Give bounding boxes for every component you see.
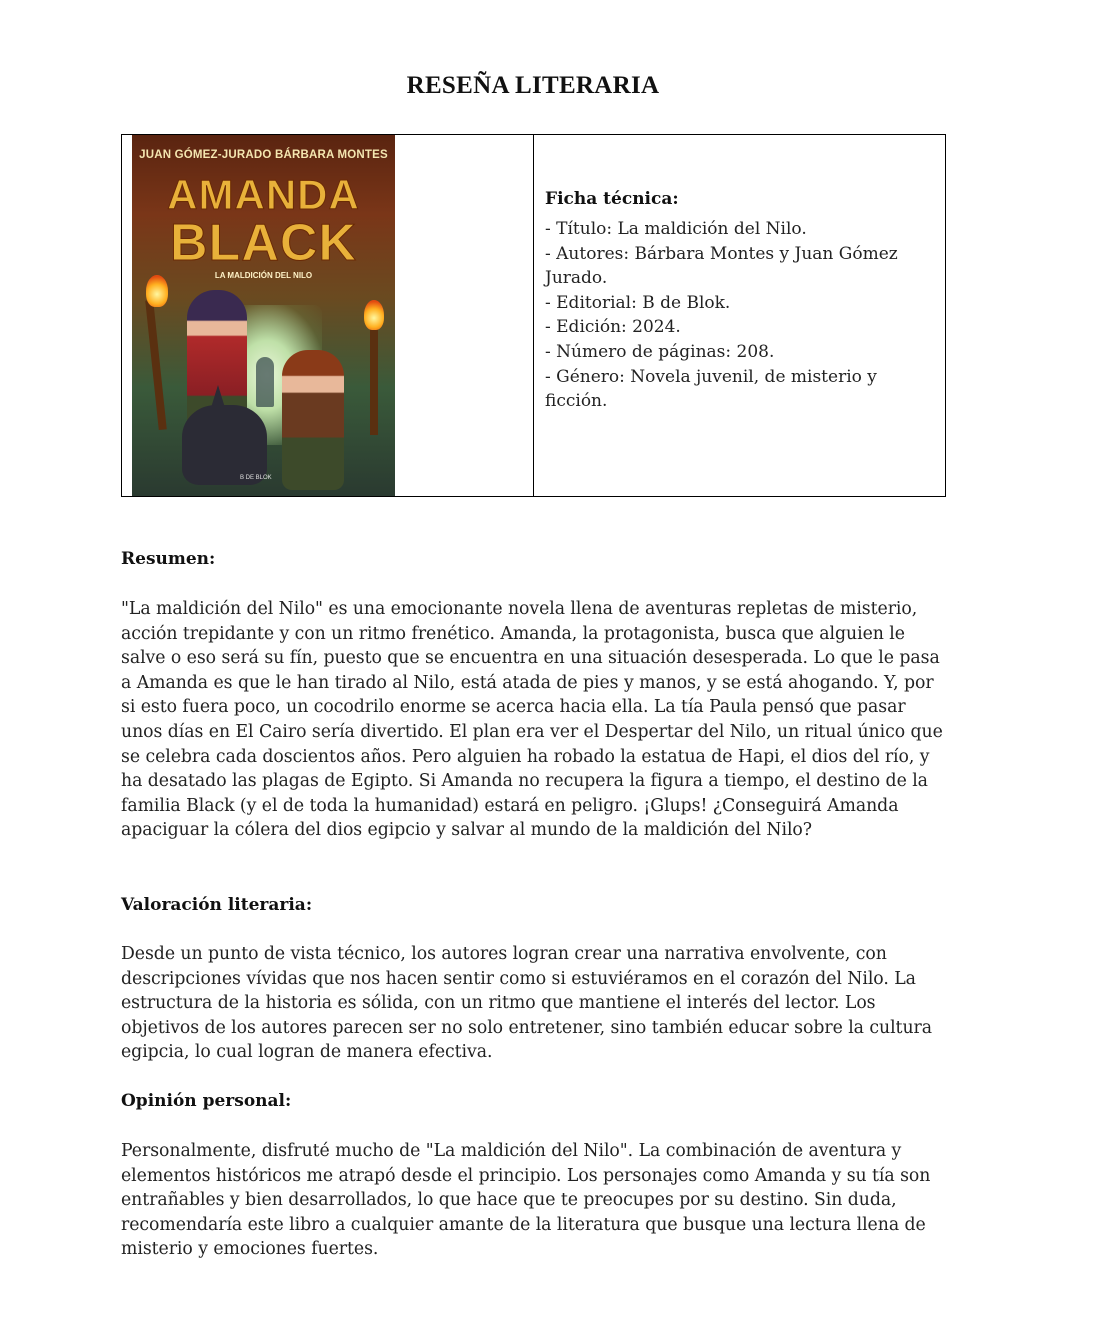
ficha-item-editorial: - Editorial: B de Blok. [545,292,731,313]
valoracion-heading: Valoración literaria: [121,895,313,915]
book-cover-image [132,135,395,496]
resumen-text: "La maldición del Nilo" es una emocionante novela llena de aventuras repletas de misterio, acción trepidante y con un ritmo frenético. Amanda, la protagonista, busca que alguien le salve o eso será su fín, puesto que se encuentra en una situación desesperada. Lo que le pasa a Amanda es que le han tirado al Nilo, está atada de pies y manos, y se está ahogando. Y, por si esto fuera poco, un cocodrilo enorme se acerca hacia ella. La tía Paula pensó que pasar unos días en El Cairo sería divertido. El plan era ver el Despertar del Nilo, un ritual único que se celebra cada doscientos años. Pero alguien ha robado la estatua de Hapi, el dios del río, y ha desatado las plagas de Egipto. Si Amanda no recupera la figura a tiempo, el destino de la familia Black (y el de toda la humanidad) estará en peligro. ¡Glups! ¿Conseguirá Amanda apaciguar la cólera del dios egipcio y salvar al mundo de la maldición del Nilo? [121,599,943,841]
ficha-cell [534,135,945,496]
cover-subtitle: LA MALDICIÓN DEL NILO [214,271,313,280]
cover-boy-figure [282,350,344,490]
cover-title-line1: AMANDA [167,171,360,218]
ficha-item-paginas: - Número de páginas: 208. [545,341,775,362]
ficha-item-edicion: - Edición: 2024. [545,317,681,338]
cover-torch-right [370,325,378,435]
ficha-item-titulo: - Título: La maldición del Nilo. [545,219,807,239]
ficha-item-autores: - Autores: Bárbara Montes y Juan Gómez Jurado. [545,243,898,289]
valoracion-text: Desde un punto de vista técnico, los autores logran crear una narrativa envolvente, con descripciones vívidas que nos hacen sentir como si estuviéramos en el corazón del Nilo. La estructura de la historia es sólida, con un ritmo que mantiene el interés del lector. Los objetivos de los autores parecen ser no solo entretener, sino también educar sobre la cultura egipcia, lo cual logran de manera efectiva. [121,944,932,1063]
cover-cell [122,135,534,496]
cover-torch-left [145,300,167,430]
ficha-heading: Ficha técnica: [545,189,679,209]
ficha-list [545,217,940,414]
ficha-item-genero: - Género: Novela juvenil, de misterio y ficción. [545,366,877,412]
opinion-text: Personalmente, disfruté mucho de "La maldición del Nilo". La combinación de aventura y elementos históricos me atrapó desde el principio. Los personajes como Amanda y su tía son entrañables y bien desarrollados, lo que hace que te preocupes por su destino. Sin duda, recomendaría este libro a cualquier amante de la literatura que busque una lectura llena de misterio y emociones fuertes. [121,1141,931,1260]
cover-authors: JUAN GÓMEZ-JURADO BÁRBARA MONTES [139,149,388,161]
page-title: RESEÑA LITERARIA [406,72,660,99]
resumen-heading: Resumen: [121,549,216,569]
book-info-table [121,134,946,497]
cover-flame-right [364,300,384,330]
cover-title-line2: BLACK [170,214,357,272]
cover-publisher-mark: B DE BLOK [240,475,272,481]
opinion-heading: Opinión personal: [121,1091,292,1111]
cover-dog-figure [182,405,267,485]
cover-mysterious-figure [256,357,274,407]
